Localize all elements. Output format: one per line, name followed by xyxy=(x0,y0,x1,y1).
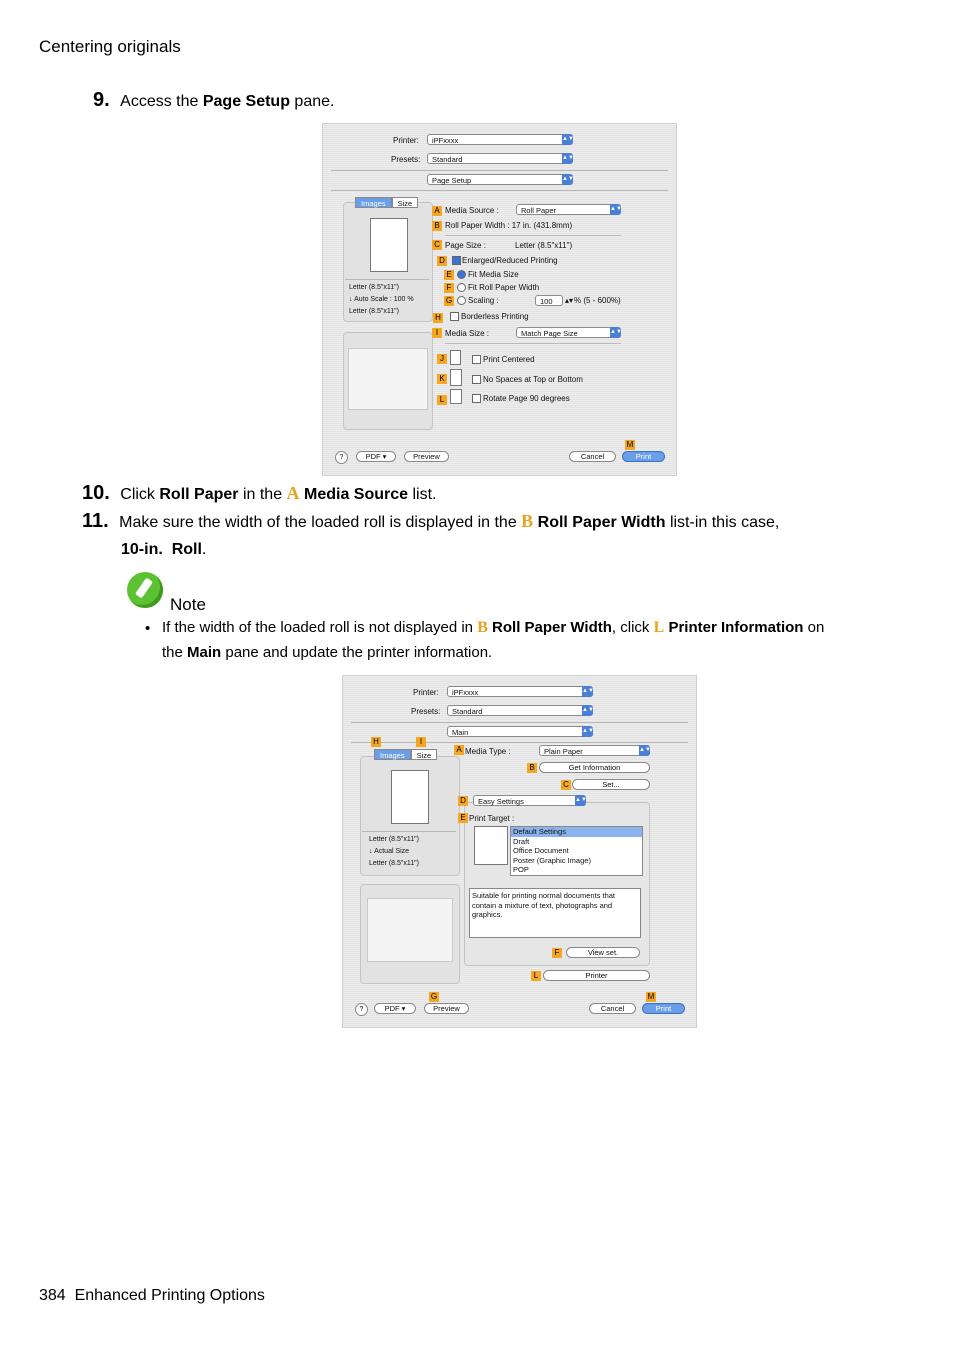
media-size-value: Match Page Size xyxy=(521,329,578,338)
page-footer: 384 Enhanced Printing Options xyxy=(39,1287,265,1304)
letter-b: B xyxy=(477,619,488,636)
note-text-mid: , click xyxy=(611,619,654,636)
rotate-label: Rotate Page 90 degrees xyxy=(483,394,570,403)
borderless-checkbox[interactable] xyxy=(450,312,459,321)
fit-roll-label: Fit Roll Paper Width xyxy=(468,283,540,292)
step-11 xyxy=(82,510,942,533)
tag-l: L xyxy=(437,395,447,405)
step-text-bold: 10-in. xyxy=(121,541,163,558)
tag-c: C xyxy=(432,240,442,250)
media-type-popup[interactable] xyxy=(539,745,650,756)
tag-l: L xyxy=(531,971,541,981)
popup-arrow-icon: ▲▼ xyxy=(582,726,593,737)
printer-popup[interactable] xyxy=(427,134,573,145)
get-information-button[interactable]: Get Information xyxy=(539,762,650,773)
tag-h: H xyxy=(433,313,443,323)
divider xyxy=(331,190,668,191)
printer-value: iPFxxxx xyxy=(452,688,479,697)
fit-roll-radio[interactable] xyxy=(457,283,466,292)
divider xyxy=(445,343,621,344)
help-button[interactable]: ? xyxy=(335,451,348,464)
step-text-bold: Roll Paper xyxy=(159,486,239,503)
divider xyxy=(362,831,456,832)
description-box: Suitable for printing normal documents that contain a mixture of text, photographs and graphics. xyxy=(469,888,641,938)
borderless-label: Borderless Printing xyxy=(461,312,529,321)
media-source-popup[interactable] xyxy=(516,204,621,215)
divider xyxy=(345,279,429,280)
print-centered-label: Print Centered xyxy=(483,355,535,364)
tab-size[interactable]: Size xyxy=(411,749,438,760)
step-10 xyxy=(82,482,436,505)
media-type-value: Plain Paper xyxy=(544,747,583,756)
set-button[interactable]: Set... xyxy=(572,779,650,790)
running-header: Centering originals xyxy=(39,37,181,56)
tag-g: G xyxy=(430,992,438,1001)
fit-media-radio[interactable] xyxy=(457,270,466,279)
step-text-pre: Access the xyxy=(120,93,203,110)
popup-arrow-icon: ▲▼ xyxy=(639,745,650,756)
printer-illustration xyxy=(348,348,428,410)
presets-value: Standard xyxy=(432,155,463,164)
note-text-pre: If the width of the loaded roll is not displayed in xyxy=(162,619,478,636)
media-type-label: Media Type : xyxy=(465,747,511,756)
step-text-bold: Media Source xyxy=(304,486,409,503)
tag-a: A xyxy=(432,206,442,216)
tag-j: J xyxy=(437,354,447,364)
step-text-mid: in the xyxy=(238,486,287,503)
tag-d: D xyxy=(437,256,447,266)
info-original-size: Letter (8.5"x11") xyxy=(369,836,419,843)
tab-images[interactable]: Images xyxy=(355,197,392,208)
tab-size[interactable]: Size xyxy=(392,197,419,208)
scaling-input[interactable] xyxy=(535,295,563,306)
step-text-bold: Page Setup xyxy=(202,93,290,110)
pane-value: Main xyxy=(452,728,469,737)
print-centered-checkbox[interactable] xyxy=(472,355,481,364)
enlarged-label: Enlarged/Reduced Printing xyxy=(462,256,558,265)
presets-label: Presets: xyxy=(411,707,441,716)
print-centered-icon xyxy=(450,350,461,365)
note-text-bold: Printer Information xyxy=(668,619,804,636)
scaling-stepper-icon[interactable]: ▴▾ xyxy=(565,296,574,305)
no-spaces-icon xyxy=(450,369,462,386)
step-text-post: list-in this case, xyxy=(665,514,780,531)
popup-arrow-icon: ▲▼ xyxy=(562,153,573,164)
popup-arrow-icon: ▲▼ xyxy=(610,327,621,338)
info-scale-text: Actual Size xyxy=(374,848,410,855)
media-size-popup[interactable] xyxy=(516,327,621,338)
preview-tabs xyxy=(355,197,418,208)
note-bullet: • xyxy=(145,620,151,637)
cancel-button[interactable]: Cancel xyxy=(589,1003,636,1014)
scaling-range: % (5 - 600%) xyxy=(574,296,621,305)
presets-popup[interactable] xyxy=(427,153,573,164)
page-size-label: Page Size : xyxy=(445,241,486,250)
no-spaces-label: No Spaces at Top or Bottom xyxy=(483,375,583,384)
popup-arrow-icon: ▲▼ xyxy=(575,795,586,806)
fit-media-label: Fit Media Size xyxy=(468,270,519,279)
list-item[interactable]: Poster (Graphic Image) xyxy=(513,855,591,865)
arrow-down-icon: ↓ xyxy=(369,848,375,855)
presets-value: Standard xyxy=(452,707,483,716)
view-set-button[interactable]: View set. xyxy=(566,947,640,958)
letter-a: A xyxy=(286,483,300,503)
pane-popup[interactable] xyxy=(427,174,573,185)
media-source-value: Roll Paper xyxy=(521,206,557,215)
popup-arrow-icon: ▲▼ xyxy=(582,686,593,697)
note-text-bold: Main xyxy=(187,644,222,661)
tag-e: E xyxy=(444,270,454,280)
printer-label: Printer: xyxy=(413,688,439,697)
note-text-post: pane and update the printer information. xyxy=(221,644,493,661)
step-text-bold: Roll xyxy=(171,541,202,558)
tag-f: F xyxy=(444,283,454,293)
info-original-size: Letter (8.5"x11") xyxy=(349,284,399,291)
popup-arrow-icon: ▲▼ xyxy=(582,705,593,716)
tag-m: M xyxy=(647,992,655,1001)
arrow-down-icon: ↓ xyxy=(349,296,355,303)
print-target-preview-icon xyxy=(474,826,508,865)
page-setup-dialog-screenshot xyxy=(322,123,677,476)
pdf-button[interactable]: PDF ▾ xyxy=(356,451,396,462)
presets-popup[interactable] xyxy=(447,705,593,716)
tag-h: H xyxy=(371,737,381,747)
media-source-label: Media Source : xyxy=(445,206,499,215)
list-item[interactable]: Office Document xyxy=(513,846,569,855)
divider xyxy=(351,742,688,743)
pane-popup[interactable] xyxy=(447,726,593,737)
easy-settings-value: Easy Settings xyxy=(478,797,524,806)
scaling-label: Scaling : xyxy=(468,296,499,305)
tag-i: I xyxy=(416,737,426,747)
note-text xyxy=(162,619,942,637)
popup-arrow-icon: ▲▼ xyxy=(562,174,573,185)
popup-arrow-icon: ▲▼ xyxy=(562,134,573,145)
tag-m: M xyxy=(626,440,634,449)
info-output-size: Letter (8.5"x11") xyxy=(369,860,419,867)
page-size-value: Letter (8.5"x11") xyxy=(515,241,573,250)
no-spaces-checkbox[interactable] xyxy=(472,375,481,384)
step-text-pre: Make sure the width of the loaded roll is displayed in the xyxy=(119,514,522,531)
easy-settings-popup[interactable] xyxy=(473,795,586,806)
rotate-checkbox[interactable] xyxy=(472,394,481,403)
rotate-icon xyxy=(450,389,462,404)
page-thumbnail xyxy=(370,218,408,272)
media-size-label: Media Size : xyxy=(445,329,490,338)
printer-illustration xyxy=(367,898,453,962)
pane-value: Page Setup xyxy=(432,176,472,185)
tag-a: A xyxy=(454,745,464,755)
printer-value: iPFxxxx xyxy=(432,136,459,145)
printer-button[interactable]: Printer xyxy=(543,970,650,981)
presets-label: Presets: xyxy=(391,155,421,164)
note-label: Note xyxy=(170,595,206,614)
print-target-list[interactable] xyxy=(510,826,643,876)
divider xyxy=(445,235,621,236)
divider xyxy=(331,170,668,171)
list-item[interactable]: POP xyxy=(513,865,529,874)
tag-c: C xyxy=(561,780,571,790)
step-text-post: . xyxy=(201,541,207,558)
scaling-value: 100 xyxy=(540,297,553,306)
roll-width-label: Roll Paper Width : 17 in. (431.8mm) xyxy=(445,221,573,230)
step-number: 11. xyxy=(82,510,109,532)
tag-b: B xyxy=(432,221,442,231)
note-text-pre: the xyxy=(162,644,188,661)
step-number: 10. xyxy=(82,482,110,504)
letter-l: L xyxy=(653,619,665,636)
step-9 xyxy=(93,89,334,112)
main-dialog-screenshot xyxy=(342,675,697,1028)
step-text-post: list. xyxy=(408,486,437,503)
step-number: 9. xyxy=(93,89,110,111)
tag-i: I xyxy=(432,328,442,338)
scaling-radio[interactable] xyxy=(457,296,466,305)
note-pencil-icon xyxy=(127,572,163,608)
tab-images[interactable]: Images xyxy=(374,749,411,760)
print-button[interactable]: Print xyxy=(622,451,665,462)
tag-b: B xyxy=(527,763,537,773)
note-text-line-2 xyxy=(162,644,492,661)
info-output-size: Letter (8.5"x11") xyxy=(349,308,399,315)
print-button[interactable]: Print xyxy=(642,1003,685,1014)
pdf-button[interactable]: PDF ▾ xyxy=(374,1003,416,1014)
tag-f: F xyxy=(552,948,562,958)
preview-button[interactable]: Preview xyxy=(424,1003,469,1014)
preview-tabs xyxy=(374,749,437,760)
note-text-bold: Roll Paper Width xyxy=(492,619,612,636)
tag-e: E xyxy=(458,813,468,823)
printer-label: Printer: xyxy=(393,136,419,145)
note-text-post: on xyxy=(803,619,825,636)
cancel-button[interactable]: Cancel xyxy=(569,451,616,462)
step-text-post: pane. xyxy=(289,93,335,110)
step-text-bold: Roll Paper Width xyxy=(537,514,666,531)
letter-b: B xyxy=(521,511,534,531)
info-scale xyxy=(349,296,414,303)
page-thumbnail xyxy=(391,770,429,824)
list-item[interactable]: Default Settings xyxy=(511,827,642,837)
print-target-label: Print Target : xyxy=(469,814,515,823)
tag-g: G xyxy=(445,296,453,305)
list-item[interactable]: Draft xyxy=(513,836,530,846)
info-scale-text: Auto Scale : 100 % xyxy=(354,296,414,303)
enlarged-checkbox[interactable] xyxy=(452,256,461,265)
printer-popup[interactable] xyxy=(447,686,593,697)
popup-arrow-icon: ▲▼ xyxy=(610,204,621,215)
divider xyxy=(351,722,688,723)
help-button[interactable]: ? xyxy=(355,1003,368,1016)
info-scale xyxy=(369,848,409,855)
tag-d: D xyxy=(458,796,468,806)
step-text-pre: Click xyxy=(120,486,160,503)
tag-k: K xyxy=(437,374,447,384)
step-11-line-2 xyxy=(121,541,206,559)
preview-button[interactable]: Preview xyxy=(404,451,449,462)
